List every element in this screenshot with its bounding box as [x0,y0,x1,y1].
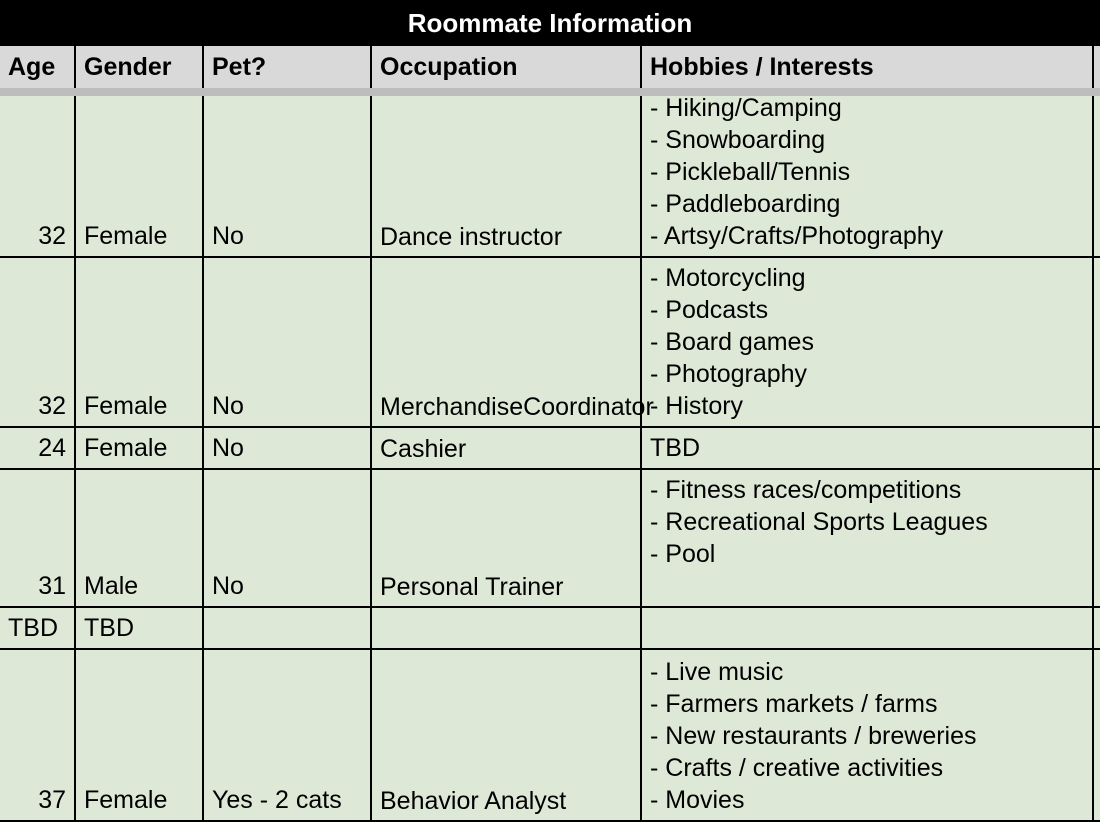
occupation-line: Cashier [380,435,467,463]
occupation-line: Coordinator [523,393,654,421]
hobbies-lines [650,432,1086,464]
table-row [0,258,1100,428]
gender-value: TBD [84,614,134,642]
hobby-line: - New restaurants / breweries [650,722,977,750]
age-value: 24 [38,434,66,462]
cell-age[interactable] [0,470,76,606]
occupation-line [380,615,387,643]
age-value: 31 [38,572,66,600]
hobby-line [650,570,1086,602]
hobby-line: - Fitness races/competitions [650,476,962,504]
cell-age[interactable] [0,428,76,468]
cell-occupation[interactable] [372,96,642,256]
cell-hobbies[interactable] [642,428,1094,468]
age-value: TBD [8,614,58,642]
hobbies-lines [650,92,1086,252]
hobbies-lines [650,474,1086,602]
table-row [0,470,1100,608]
occupation-lines [380,435,634,464]
cell-hobbies[interactable] [642,650,1094,820]
cell-gender[interactable] [76,96,204,256]
column-header-age[interactable]: Age [0,46,76,88]
column-header-pet[interactable]: Pet? [204,46,372,88]
cell-age[interactable] [0,650,76,820]
occupation-line: Behavior Analyst [380,787,567,815]
hobby-line: - Artsy/Crafts/Photography [650,222,944,250]
table-row [0,96,1100,258]
pet-value: No [212,572,244,600]
cell-age[interactable] [0,258,76,426]
cell-hobbies[interactable] [642,470,1094,606]
hobbies-lines [650,612,1086,644]
hobby-line: - Hiking/Camping [650,94,842,122]
cell-gender[interactable] [76,428,204,468]
occupation-lines [380,615,634,644]
cell-hobbies[interactable] [642,96,1094,256]
cell-occupation[interactable] [372,650,642,820]
occupation-lines [380,223,634,252]
hobby-line: - Board games [650,328,814,356]
table-row [0,650,1100,822]
cell-pet[interactable] [204,428,372,468]
cell-age[interactable] [0,608,76,648]
occupation-lines [380,573,634,602]
cell-gender[interactable] [76,608,204,648]
cell-pet[interactable] [204,470,372,606]
gender-value: Male [84,572,139,600]
occupation-lines [380,787,634,816]
cell-age[interactable] [0,96,76,256]
pet-value: No [212,434,244,462]
hobby-line: - Motorcycling [650,264,806,292]
table-row [0,428,1100,470]
hobby-line [650,612,1086,644]
hobby-line: - Podcasts [650,296,769,324]
cell-gender[interactable] [76,258,204,426]
hobbies-lines [650,262,1086,422]
hobby-line: - Pool [650,540,716,568]
cell-occupation[interactable] [372,470,642,606]
hobby-line: - Paddleboarding [650,190,841,218]
cell-pet[interactable] [204,258,372,426]
hobby-line: - Snowboarding [650,126,826,154]
gender-value: Female [84,434,168,462]
cell-gender[interactable] [76,470,204,606]
cell-pet[interactable] [204,608,372,648]
occupation-line: Personal Trainer [380,573,564,601]
gender-value: Female [84,222,168,250]
header-row [0,46,1100,89]
hobby-line: - Movies [650,786,745,814]
occupation-line: Dance instructor [380,223,563,251]
column-header-gender[interactable]: Gender [76,46,204,88]
column-header-occupation[interactable]: Occupation [372,46,642,88]
cell-occupation[interactable] [372,608,642,648]
cell-occupation[interactable] [372,258,654,426]
gender-value: Female [84,786,168,814]
hobby-line: - Farmers markets / farms [650,690,938,718]
hobby-line: - Live music [650,658,784,686]
hobby-line: - Pickleball/Tennis [650,158,851,186]
age-value: 32 [38,392,66,420]
cell-gender[interactable] [76,650,204,820]
cell-occupation[interactable] [372,428,642,468]
hobby-line: - History [650,392,744,420]
cell-hobbies[interactable] [642,258,1094,426]
cell-pet[interactable] [204,650,372,820]
age-value: 37 [38,786,66,814]
hobbies-lines [650,656,1086,816]
hobby-line: - Recreational Sports Leagues [650,508,988,536]
table-row [0,608,1100,650]
occupation-lines [380,393,654,422]
gender-value: Female [84,392,168,420]
pet-value: No [212,392,244,420]
pet-value: No [212,222,244,250]
sheet-title[interactable]: Roommate Information [0,0,1100,46]
hobby-line: - Photography [650,360,808,388]
pet-value: Yes - 2 cats [212,786,342,814]
column-header-hobbies[interactable]: Hobbies / Interests [642,46,1094,88]
hobby-line: - Crafts / creative activities [650,754,944,782]
cell-pet[interactable] [204,96,372,256]
occupation-line: Merchandise [380,393,524,421]
hobby-line: TBD [650,434,700,462]
age-value: 32 [38,222,66,250]
cell-hobbies[interactable] [642,608,1094,648]
